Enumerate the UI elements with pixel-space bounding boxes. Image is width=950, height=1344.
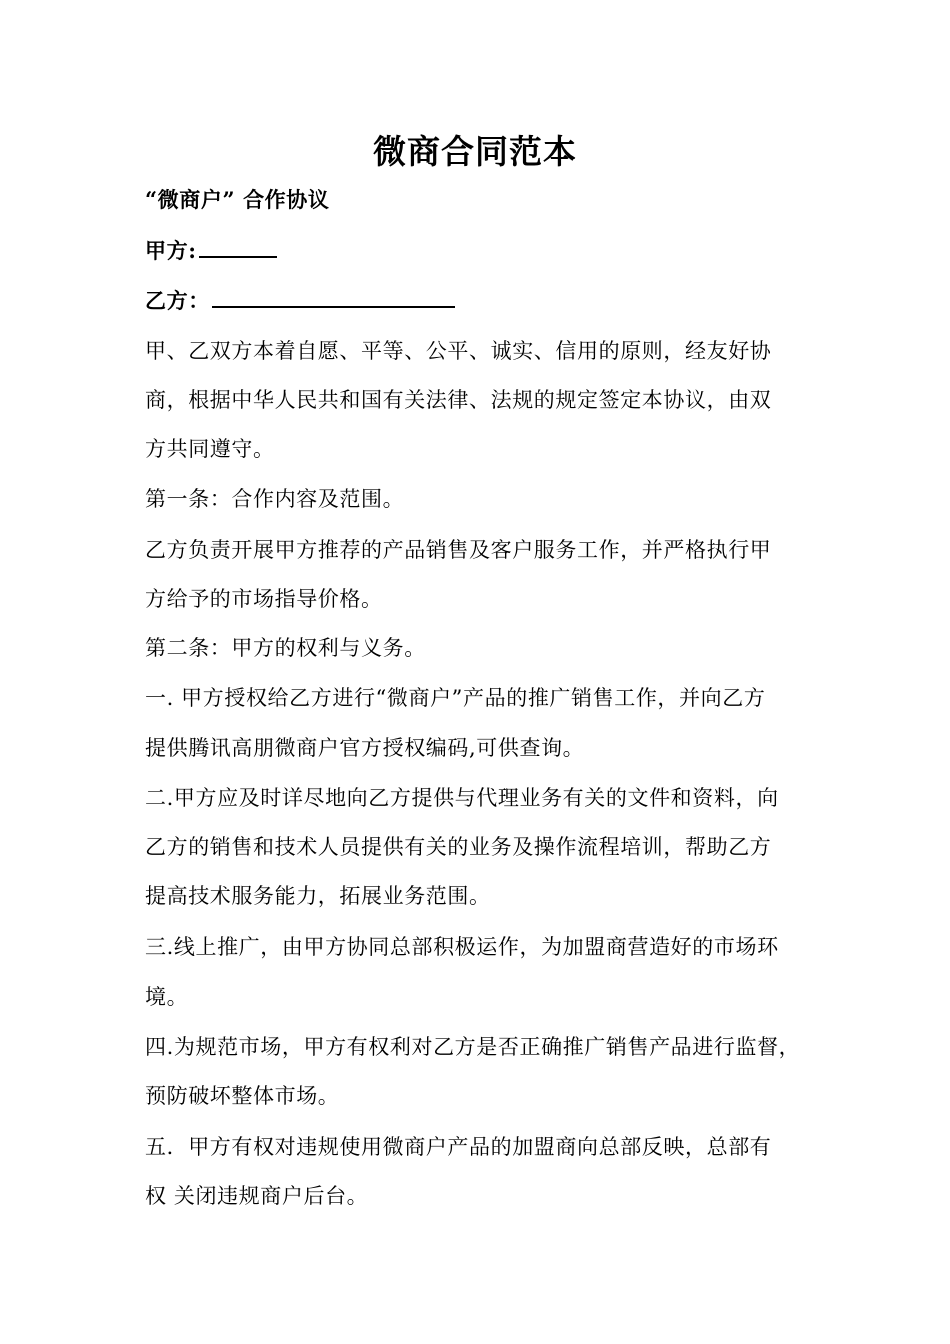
body-line: 预防破坏整体市场。 xyxy=(145,1084,340,1108)
body-line: 二.甲方应及时详尽地向乙方提供与代理业务有关的文件和资料，向 xyxy=(145,786,779,810)
body-line: 乙方的销售和技术人员提供有关的业务及操作流程培训，帮助乙方 xyxy=(145,835,772,859)
body-line: 权 关闭违规商户后台。 xyxy=(145,1184,369,1208)
document-title: 微商合同范本 xyxy=(373,132,577,171)
body-line: 四.为规范市场，甲方有权利对乙方是否正确推广销售产品进行监督， xyxy=(145,1035,801,1059)
body-line: 境。 xyxy=(145,985,189,1009)
party-a-row xyxy=(145,236,815,266)
body-line: 乙方负责开展甲方推荐的产品销售及客户服务工作，并严格执行甲 xyxy=(145,538,772,562)
article-heading: 第二条：甲方的权利与义务。 xyxy=(145,636,426,660)
body-line: 商，根据中华人民共和国有关法律、法规的规定签定本协议，由双 xyxy=(145,388,772,412)
body-line: 甲、乙双方本着自愿、平等、公平、诚实、信用的原则，经友好协 xyxy=(145,339,772,363)
party-a-label: 甲方: xyxy=(145,238,197,263)
body-line: 五．甲方有权对违规使用微商户产品的加盟商向总部反映，总部有 xyxy=(145,1135,772,1159)
body-line: 三.线上推广，由甲方协同总部积极运作，为加盟商营造好的市场环 xyxy=(145,935,779,959)
body-line: 一. 甲方授权给乙方进行“微商户”产品的推广销售工作，并向乙方 xyxy=(145,686,766,710)
body-line: 方共同遵守。 xyxy=(145,437,275,461)
article-heading: 第一条：合作内容及范围。 xyxy=(145,487,405,511)
party-b-row xyxy=(145,286,815,316)
party-b-label: 乙方： xyxy=(145,288,210,313)
body-line: 提高技术服务能力，拓展业务范围。 xyxy=(145,884,491,908)
party-a-blank xyxy=(199,238,277,258)
party-b-blank xyxy=(212,288,455,308)
body-line: 方给予的市场指导价格。 xyxy=(145,587,383,611)
agreement-subtitle: “微商户” 合作协议 xyxy=(145,187,330,212)
body-line: 提供腾讯高朋微商户官方授权编码,可供查询。 xyxy=(145,736,585,760)
